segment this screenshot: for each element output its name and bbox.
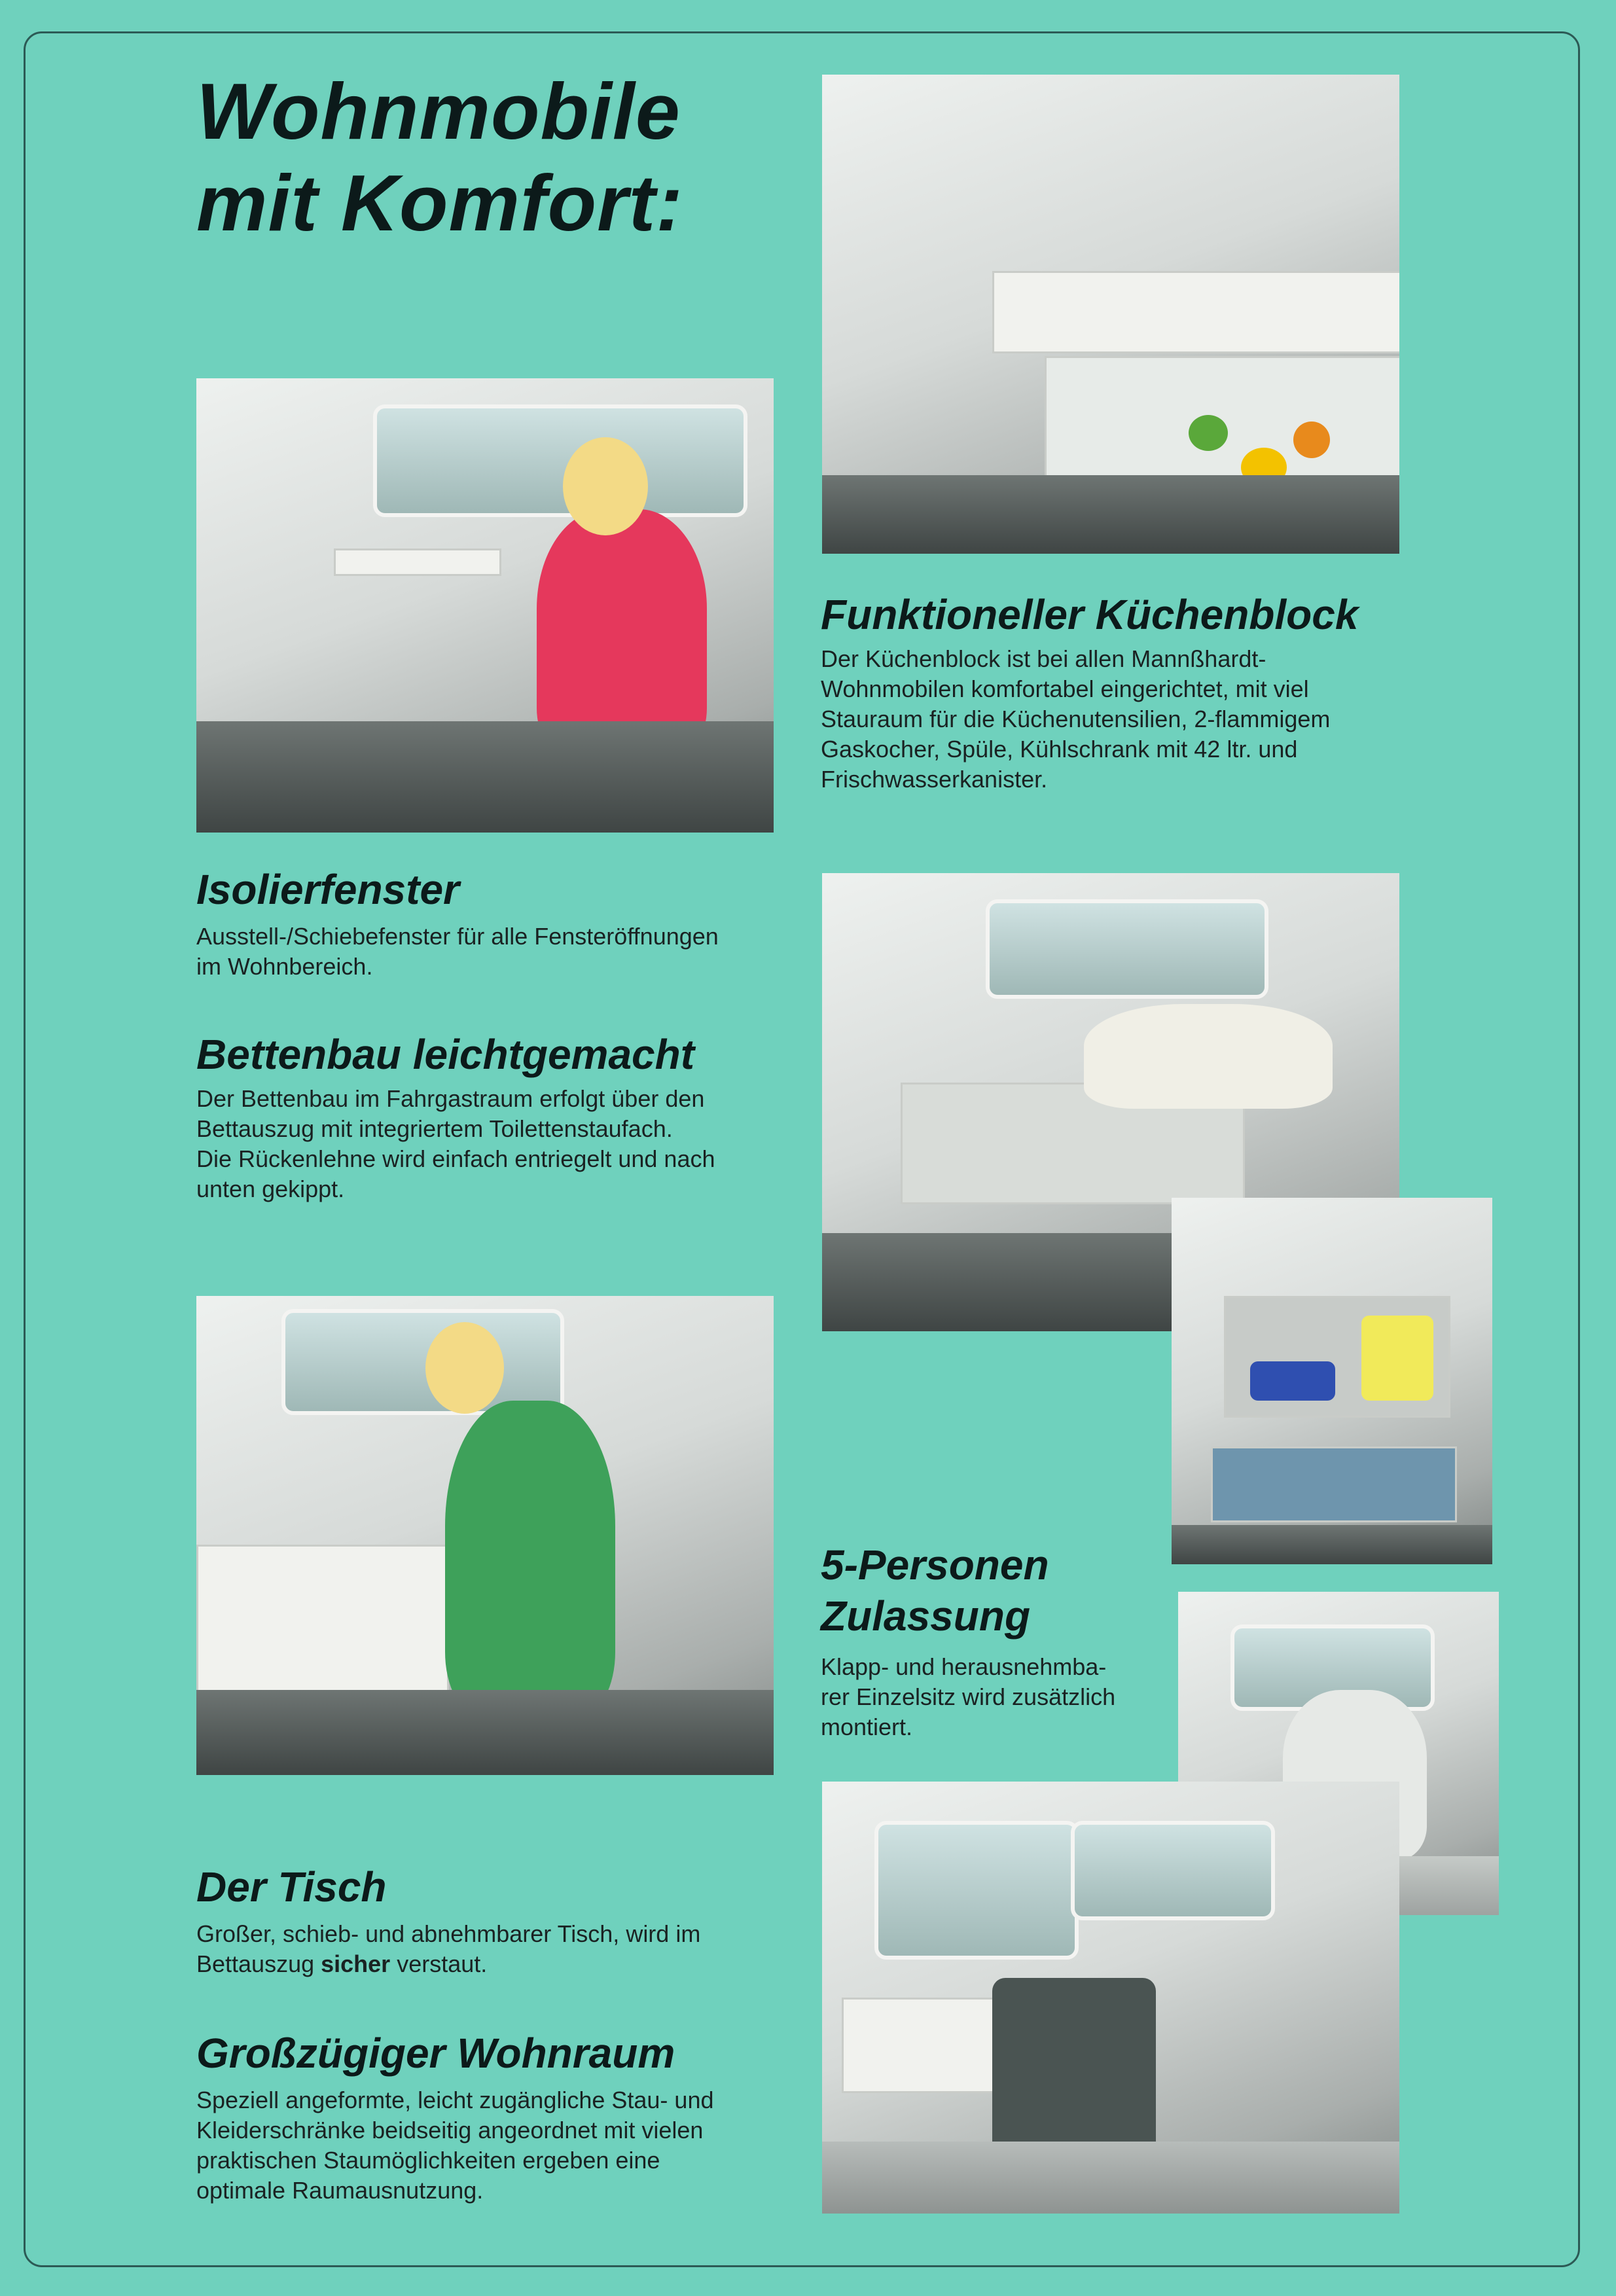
text-tisch	[196, 1919, 700, 1979]
text-line: Der Bettenbau im Fahrgastraum erfolgt über den	[196, 1085, 705, 1112]
text-bold: sicher	[321, 1950, 391, 1977]
text-line: Klapp- und herausnehmba-	[821, 1653, 1107, 1680]
text-kuechenblock	[821, 644, 1330, 795]
text-line: Die Rückenlehne wird einfach entriegelt und nach	[196, 1145, 715, 1172]
text-line: optimale Raumausnutzung.	[196, 2177, 484, 2204]
text-isolierfenster	[196, 922, 719, 982]
heading-5-personen	[821, 1539, 1049, 1641]
text-line: praktischen Staumöglichkeiten ergeben eine	[196, 2147, 660, 2174]
photo-seat-folded	[822, 1782, 1399, 2214]
heading-bettenbau: Bettenbau leichtgemacht	[196, 1031, 695, 1078]
heading-line: Zulassung	[821, 1592, 1031, 1640]
text-line: Der Küchenblock ist bei allen Mannßhardt-	[821, 645, 1266, 672]
page-title-line-2: mit Komfort:	[196, 158, 683, 247]
photo-woman-seated-table	[196, 378, 774, 833]
text-line: Kleiderschränke beidseitig angeordnet mit vielen	[196, 2117, 704, 2144]
text-line: Wohnmobilen komfortabel eingerichtet, mit viel	[821, 675, 1309, 702]
heading-tisch: Der Tisch	[196, 1863, 387, 1910]
text-line: montiert.	[821, 1713, 913, 1740]
text-line: im Wohnbereich.	[196, 953, 373, 980]
text-line: Stauraum für die Küchenutensilien, 2-flammigem	[821, 706, 1331, 732]
text-line: Frischwasserkanister.	[821, 766, 1048, 793]
text-5-personen	[821, 1652, 1115, 1742]
page-title	[196, 65, 683, 249]
text-line: Ausstell-/Schiebefenster für alle Fensteröffnungen	[196, 923, 719, 950]
heading-kuechenblock: Funktioneller Küchenblock	[821, 591, 1359, 638]
photo-kitchen-block	[822, 75, 1399, 554]
text-line: Großer, schieb- und abnehmbarer Tisch, wird im	[196, 1920, 701, 1947]
page-title-line-1: Wohnmobile	[196, 67, 681, 156]
text-line: rer Einzelsitz wird zusätzlich	[821, 1683, 1116, 1710]
photo-woman-table-storage	[196, 1296, 774, 1775]
text-fragment: Bettauszug	[196, 1950, 321, 1977]
text-line	[196, 1949, 700, 1979]
heading-line: 5-Personen	[821, 1541, 1049, 1588]
photo-rear-storage	[1172, 1198, 1492, 1564]
text-wohnraum	[196, 2085, 714, 2206]
text-bettenbau	[196, 1084, 715, 1204]
text-line: Speziell angeformte, leicht zugängliche Stau- und	[196, 2087, 714, 2113]
text-fragment: verstaut.	[390, 1950, 488, 1977]
text-line: unten gekippt.	[196, 1175, 345, 1202]
text-line: Bettauszug mit integriertem Toilettenstaufach.	[196, 1115, 673, 1142]
heading-wohnraum: Großzügiger Wohnraum	[196, 2030, 675, 2077]
heading-isolierfenster: Isolierfenster	[196, 866, 459, 913]
text-line: Gaskocher, Spüle, Kühlschrank mit 42 ltr. und	[821, 736, 1298, 762]
